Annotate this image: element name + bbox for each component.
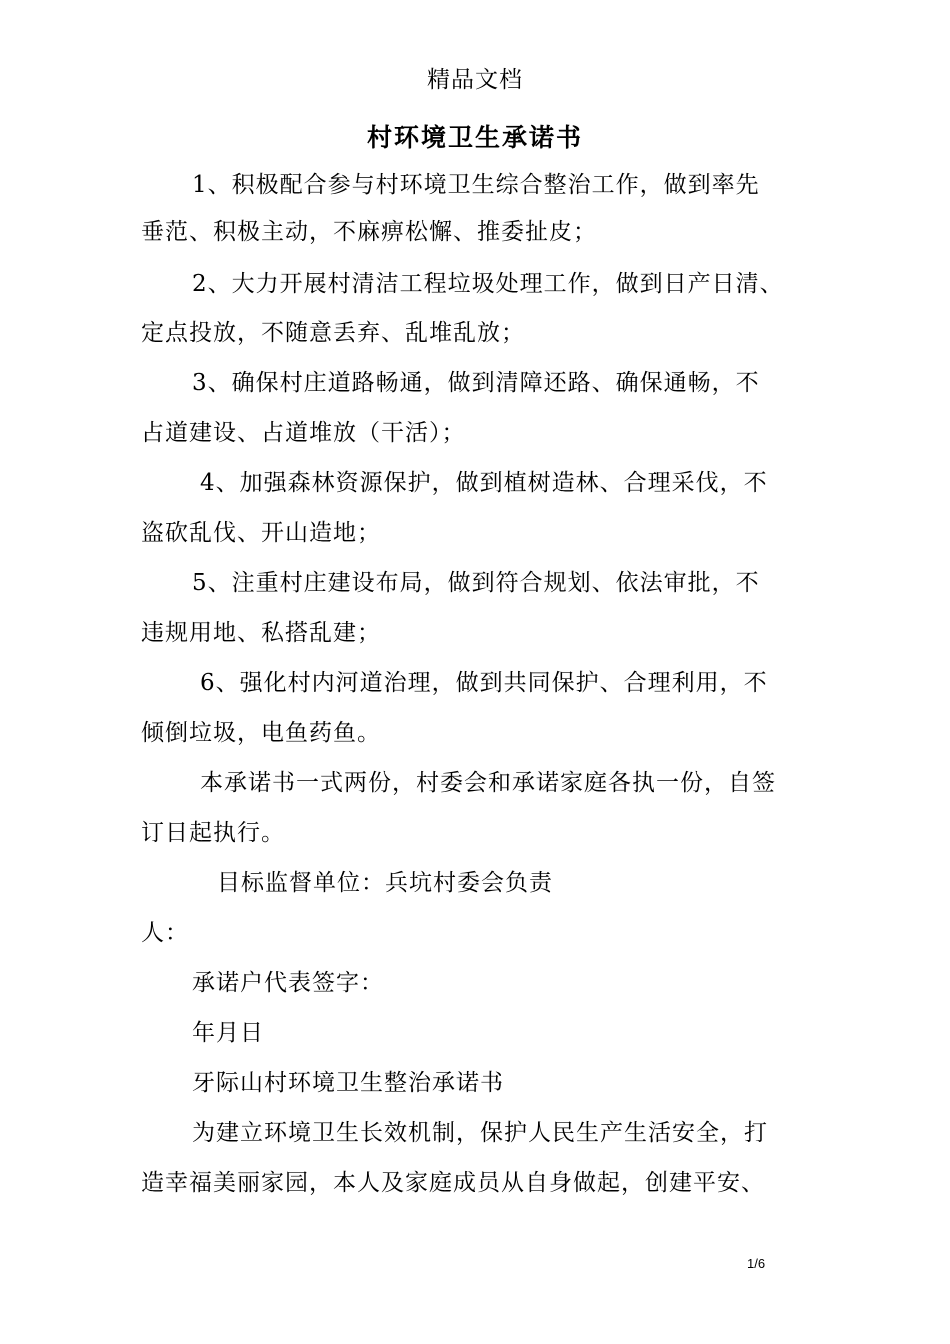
body-line: 为建立环境卫生长效机制，保护人民生产生活安全，打	[192, 1120, 768, 1146]
body-line: 垂范、积极主动，不麻痹松懈、推委扯皮；	[141, 219, 597, 245]
body-line: 盗砍乱伐、开山造地；	[141, 520, 381, 546]
body-line: 2、大力开展村清洁工程垃圾处理工作，做到日产日清、	[192, 271, 784, 297]
supervisor-line: 目标监督单位：兵坑村委会负责	[217, 870, 553, 896]
body-line: 5、注重村庄建设布局，做到符合规划、依法审批，不	[192, 570, 760, 596]
document-title: 村环境卫生承诺书	[366, 123, 583, 152]
body-line: 订日起执行。	[141, 820, 285, 846]
body-line: 造幸福美丽家园，本人及家庭成员从自身做起，创建平安、	[141, 1170, 765, 1196]
signature-line: 承诺户代表签字：	[192, 970, 384, 996]
body-line: 违规用地、私搭乱建；	[141, 620, 381, 646]
body-line: 1、积极配合参与村环境卫生综合整治工作，做到率先	[192, 172, 760, 198]
body-line: 倾倒垃圾，电鱼药鱼。	[141, 720, 381, 746]
date-line: 年月日	[192, 1020, 264, 1046]
body-line: 本承诺书一式两份，村委会和承诺家庭各执一份，自签	[200, 770, 776, 796]
body-line: 3、确保村庄道路畅通，做到清障还路、确保通畅，不	[192, 370, 760, 396]
page-number: 1/6	[747, 1256, 766, 1271]
supervisor-line: 人：	[141, 920, 189, 946]
page-header: 精品文档	[427, 67, 523, 93]
body-line: 定点投放，不随意丢弃、乱堆乱放；	[141, 320, 525, 346]
body-line: 6、强化村内河道治理，做到共同保护、合理利用，不	[200, 670, 768, 696]
body-line: 占道建设、占道堆放（干活）；	[141, 420, 466, 446]
section-heading: 牙际山村环境卫生整治承诺书	[192, 1070, 504, 1096]
body-line: 4、加强森林资源保护，做到植树造林、合理采伐，不	[200, 470, 768, 496]
